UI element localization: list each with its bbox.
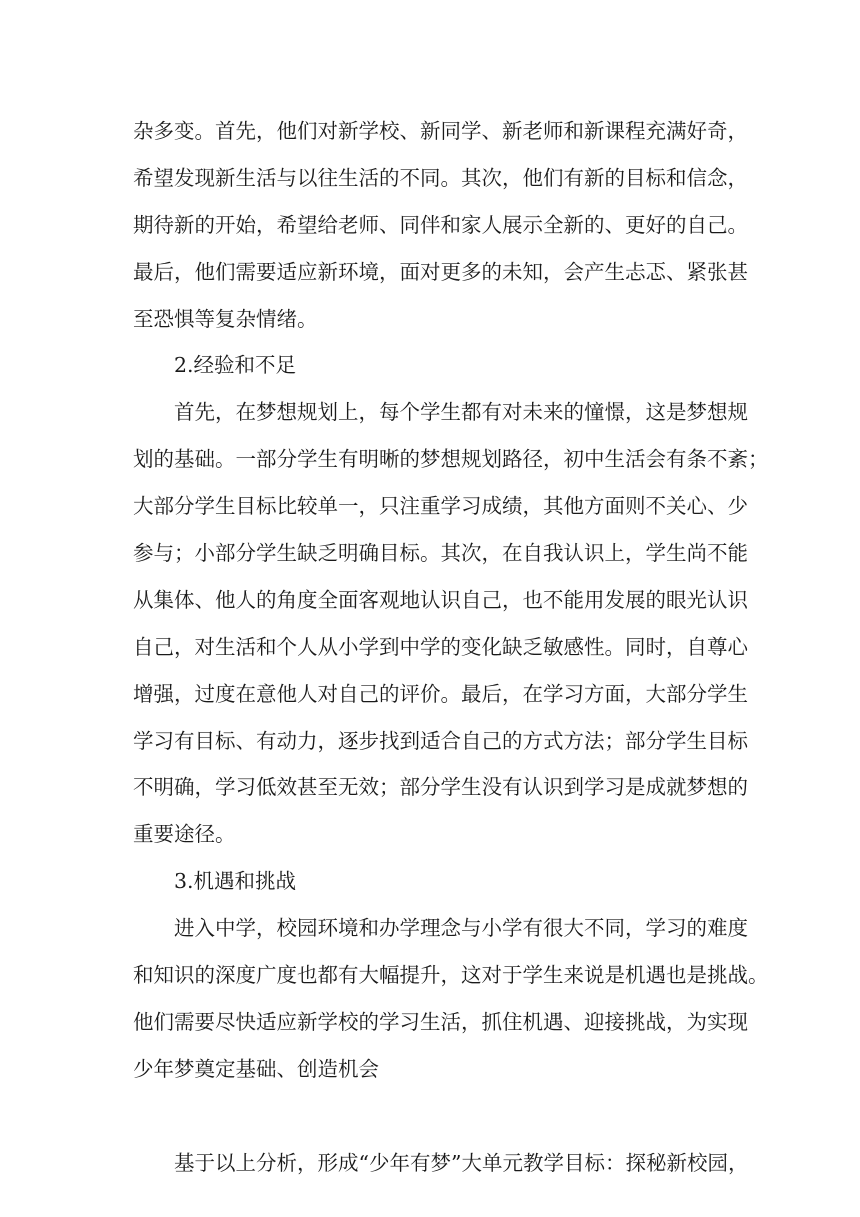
text-line: 他们需要尽快适应新学校的学习生活，抓住机遇、迎接挑战，为实现 — [133, 1009, 748, 1034]
text-line: 重要途径。 — [133, 822, 236, 847]
text-line: 进入中学，校园环境和办学理念与小学有很大不同，学习的难度 — [174, 916, 748, 941]
text-line: 至恐惧等复杂情绪。 — [133, 306, 318, 331]
text-line: 和知识的深度广度也都有大幅提升，这对于学生来说是机遇也是挑战。 — [133, 963, 769, 988]
text-line: 少年梦奠定基础、创造机会 — [133, 1056, 379, 1081]
section-heading: 2.经验和不足 — [174, 353, 297, 378]
text-line: 学习有目标、有动力，逐步找到适合自己的方式方法；部分学生目标 — [133, 728, 748, 753]
text-line: 从集体、他人的角度全面客观地认识自己，也不能用发展的眼光认识 — [133, 587, 748, 612]
text-line: 基于以上分析，形成“少年有梦”大单元教学目标：探秘新校园， — [174, 1150, 749, 1175]
text-line: 自己，对生活和个人从小学到中学的变化缺乏敏感性。同时，自尊心 — [133, 634, 748, 659]
text-line: 划的基础。一部分学生有明晰的梦想规划路径，初中生活会有条不紊； — [133, 447, 769, 472]
text-line: 首先，在梦想规划上，每个学生都有对未来的憧憬，这是梦想规 — [174, 400, 748, 425]
text-line: 最后，他们需要适应新环境，面对更多的未知，会产生忐忑、紧张甚 — [133, 259, 748, 284]
blank-line — [133, 1093, 733, 1140]
text-line: 增强，过度在意他人对自己的评价。最后，在学习方面，大部分学生 — [133, 681, 748, 706]
text-line: 希望发现新生活与以往生活的不同。其次，他们有新的目标和信念， — [133, 165, 748, 190]
text-line: 期待新的开始，希望给老师、同伴和家人展示全新的、更好的自己。 — [133, 212, 748, 237]
text-line: 杂多变。首先，他们对新学校、新同学、新老师和新课程充满好奇， — [133, 119, 748, 143]
text-line: 不明确，学习低效甚至无效；部分学生没有认识到学习是成就梦想的 — [133, 775, 748, 800]
text-line: 大部分学生目标比较单一，只注重学习成绩，其他方面则不关心、少 — [133, 494, 748, 519]
section-heading: 3.机遇和挑战 — [174, 869, 297, 894]
text-line: 参与；小部分学生缺乏明确目标。其次，在自我认识上，学生尚不能 — [133, 541, 748, 566]
document-body — [133, 108, 769, 1186]
